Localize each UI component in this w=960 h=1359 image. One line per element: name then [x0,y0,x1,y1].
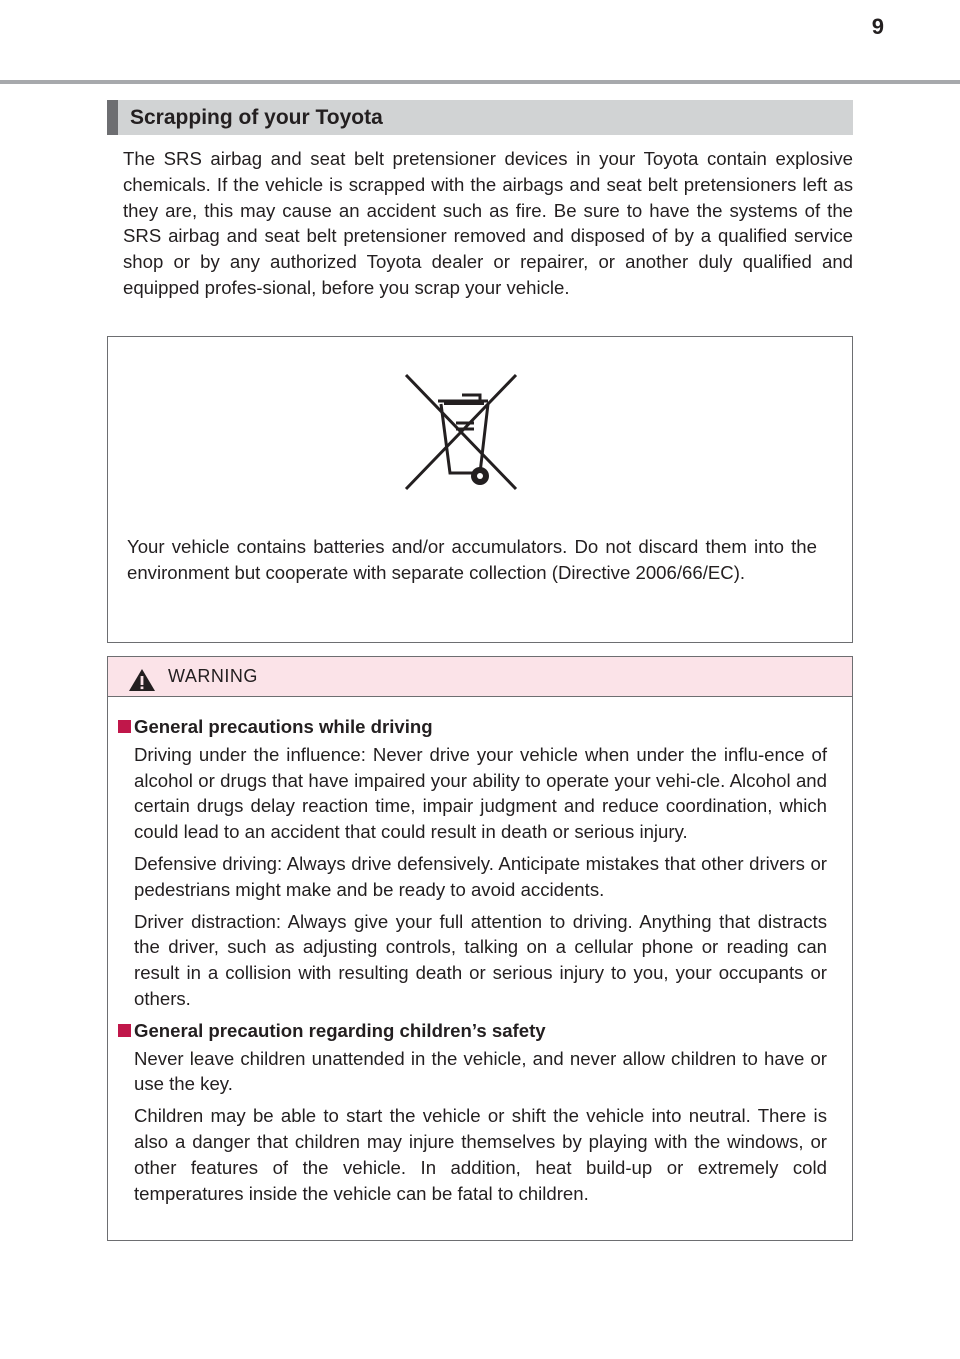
page-number: 9 [871,14,884,39]
crossed-out-wheelie-bin-icon [404,373,522,491]
warning-header [108,657,852,697]
section-title: Scrapping of your Toyota [130,106,383,129]
warning-paragraph: Driver distraction: Always give your full attention to driving. Anything that distracts the driver, such as adjusting controls, talking on a cellular phone or reading can result in a collision with resulting death or serious injury to you, your occupants or others. [134,910,827,1009]
warning-paragraph: Never leave children unattended in the vehicle, and never allow children to have or use the key. [134,1047,827,1095]
section-body: The SRS airbag and seat belt pretensioner devices in your Toyota contain explosive chemicals. If the vehicle is scrapped with the airbags and seat belt pretensioners left as they are, this may cause an accident such as fire. Be sure to have the systems of the SRS airbag and seat belt pretensioner removed and disposed of by a qualified service shop or by any authorized Toyota dealer or repairer, or another duly qualified and equipped profes-sional, before you scrap your vehicle. [123,148,853,298]
warning-paragraph: Driving under the influence: Never drive your vehicle when under the influ-ence of alcohol or drugs that have impaired your ability to operate your vehi-cle. Alcohol and certain drugs delay reaction time, impair judgment and reduce coordination, which could lead to an accident that could result in death or serious injury. [134,743,827,843]
warning-section-heading-text: General precautions while driving [134,716,433,737]
recycling-notice-box [107,336,853,643]
warning-content [108,714,852,1212]
section-header [107,100,853,135]
square-bullet-icon [118,720,131,733]
header-rule [0,80,960,84]
warning-label: WARNING [168,666,258,686]
warning-box [107,656,853,1241]
warning-paragraph: Children may be able to start the vehicle or shift the vehicle into neutral. There is also a danger that children may injure themselves by playing with the windows, or other features of the vehicle. In addition, heat build-up or extremely cold temperatures inside the vehicle can be fatal to children. [134,1105,827,1204]
warning-section-heading-text: General precaution regarding children’s safety [134,1019,546,1041]
warning-section [108,714,852,1012]
warning-triangle-icon [128,668,156,692]
recycling-notice-text: Your vehicle contains batteries and/or accumulators. Do not discard them into the environment but cooperate with separate collection (Directive 2006/66/EC). [127,536,817,583]
warning-paragraph: Defensive driving: Always drive defensively. Anticipate mistakes that other drivers or pedestrians might make and be ready to avoid accidents. [134,852,827,900]
warning-section [108,1018,852,1207]
warning-section-heading [108,714,852,740]
warning-section-heading [108,1018,852,1044]
square-bullet-icon [118,1024,131,1037]
